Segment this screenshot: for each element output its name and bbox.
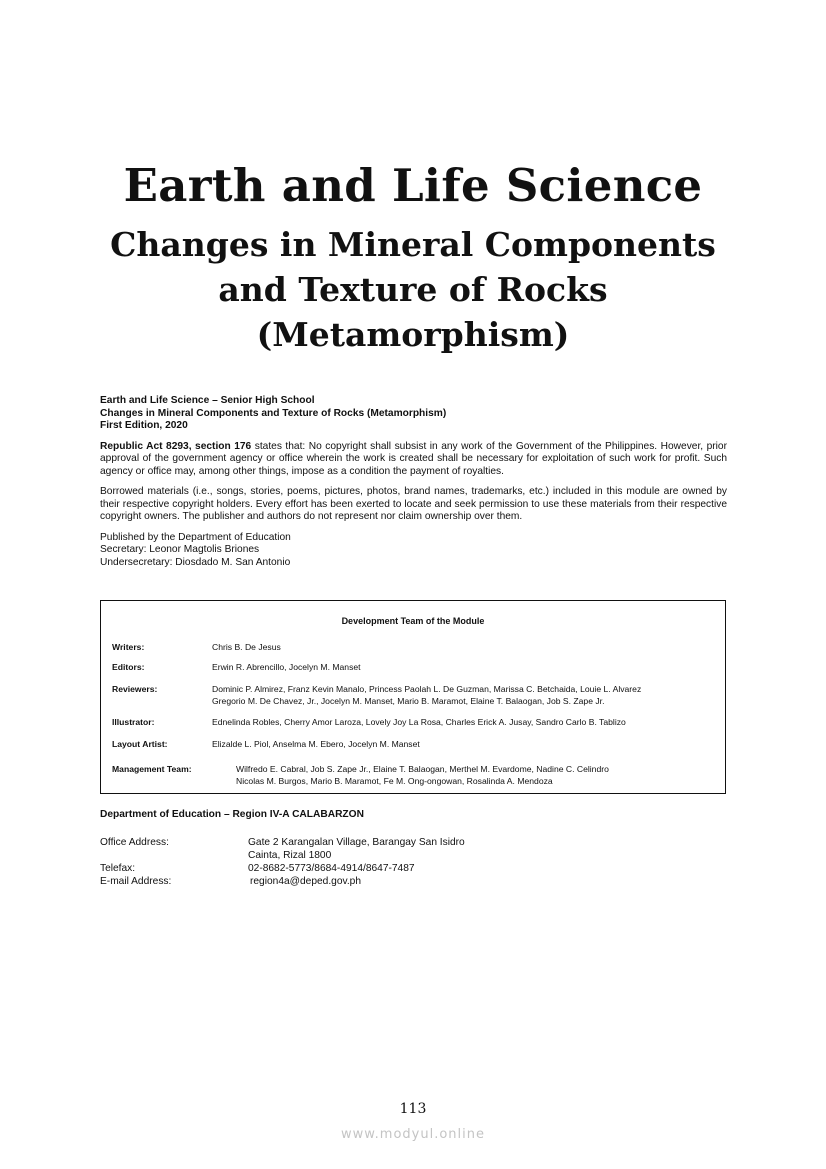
title-block (0, 158, 826, 357)
layout-artist-label: Layout Artist: (112, 739, 168, 749)
republic-act-citation: Republic Act 8293, section 176 (100, 440, 252, 452)
email-label: E-mail Address: (100, 876, 172, 887)
undersecretary: Undersecretary: Diosdado M. San Antonio (100, 556, 291, 568)
published-by: Published by the Department of Education (100, 531, 291, 543)
office-address-label: Office Address: (100, 837, 169, 848)
illustrator-label: Illustrator: (112, 717, 155, 727)
office-address-line-2: Cainta, Rizal 1800 (248, 850, 332, 861)
edition-line-1: Earth and Life Science – Senior High School (100, 395, 315, 406)
layout-artist-value: Elizalde L. Piol, Anselma M. Ebero, Jocelyn M. Manset (212, 739, 420, 749)
editors-label: Editors: (112, 662, 145, 672)
management-value-line-1: Wilfredo E. Cabral, Job S. Zape Jr., Elaine T. Balaogan, Merthel M. Evardome, Nadine C. Celindro (236, 764, 609, 774)
edition-line-3: First Edition, 2020 (100, 420, 188, 431)
publisher-block (100, 532, 727, 570)
republic-act-paragraph (100, 441, 727, 479)
email-value: region4a@deped.gov.ph (250, 876, 361, 887)
subtitle-line-3: (Metamorphism) (256, 315, 570, 354)
subtitle-line-1: Changes in Mineral Components (110, 225, 716, 264)
edition-block (100, 395, 727, 433)
subtitle (0, 222, 826, 357)
office-address-line-1: Gate 2 Karangalan Village, Barangay San Isidro (248, 837, 465, 848)
republic-act-text: states that: No copyright shall subsist in any work of the Government of the Philippines. However, prior approval of the government agency or office wherein the work is created shall be necessary for exploitation of such work for profit. Such agency or office may, among other things, impose as a condition the payment of royalties. (100, 440, 727, 477)
subtitle-line-2: and Texture of Rocks (218, 270, 608, 309)
page-number: 113 (399, 1101, 427, 1117)
region-heading: Department of Education – Region IV-A CALABARZON (100, 809, 364, 820)
development-team-box (100, 600, 726, 794)
development-team-heading: Development Team of the Module (341, 616, 485, 626)
watermark: www.modyul.online (340, 1127, 486, 1142)
reviewers-value-line-1: Dominic P. Almirez, Franz Kevin Manalo, Princess Paolah L. De Guzman, Marissa C. Betchaida, Louie L. Alvarez (212, 684, 642, 694)
writers-label: Writers: (112, 642, 145, 652)
main-title: Earth and Life Science (123, 159, 703, 212)
telefax-value: 02-8682-5773/8684-4914/8647-7487 (248, 863, 415, 874)
management-label: Management Team: (112, 764, 192, 774)
reviewers-label: Reviewers: (112, 684, 158, 694)
borrowed-materials-paragraph: Borrowed materials (i.e., songs, stories, poems, pictures, photos, brand names, trademarks, etc.) included in this module are owned by their respective copyright holders. Every effort has been exerted to locate and seek permission to use these materials from their respective copyright owners. The publisher and authors do not represent nor claim ownership over them. (100, 486, 727, 522)
management-value-line-2: Nicolas M. Burgos, Mario B. Maramot, Fe M. Ong-ongowan, Rosalinda A. Mendoza (236, 776, 553, 786)
edition-line-2: Changes in Mineral Components and Texture of Rocks (Metamorphism) (100, 407, 447, 419)
illustrator-value: Ednelinda Robles, Cherry Amor Laroza, Lovely Joy La Rosa, Charles Erick A. Jusay, Sandro Carlo B. Tablizo (212, 717, 626, 727)
copyright-info (100, 395, 727, 577)
editors-value: Erwin R. Abrencillo, Jocelyn M. Manset (212, 662, 361, 672)
writers-value: Chris B. De Jesus (212, 642, 281, 652)
telefax-label: Telefax: (100, 863, 136, 874)
reviewers-value-line-2: Gregorio M. De Chavez, Jr., Jocelyn M. Manset, Mario B. Maramot, Elaine T. Balaogan, Job S. Zape Jr. (212, 696, 605, 706)
secretary: Secretary: Leonor Magtolis Briones (100, 544, 260, 555)
